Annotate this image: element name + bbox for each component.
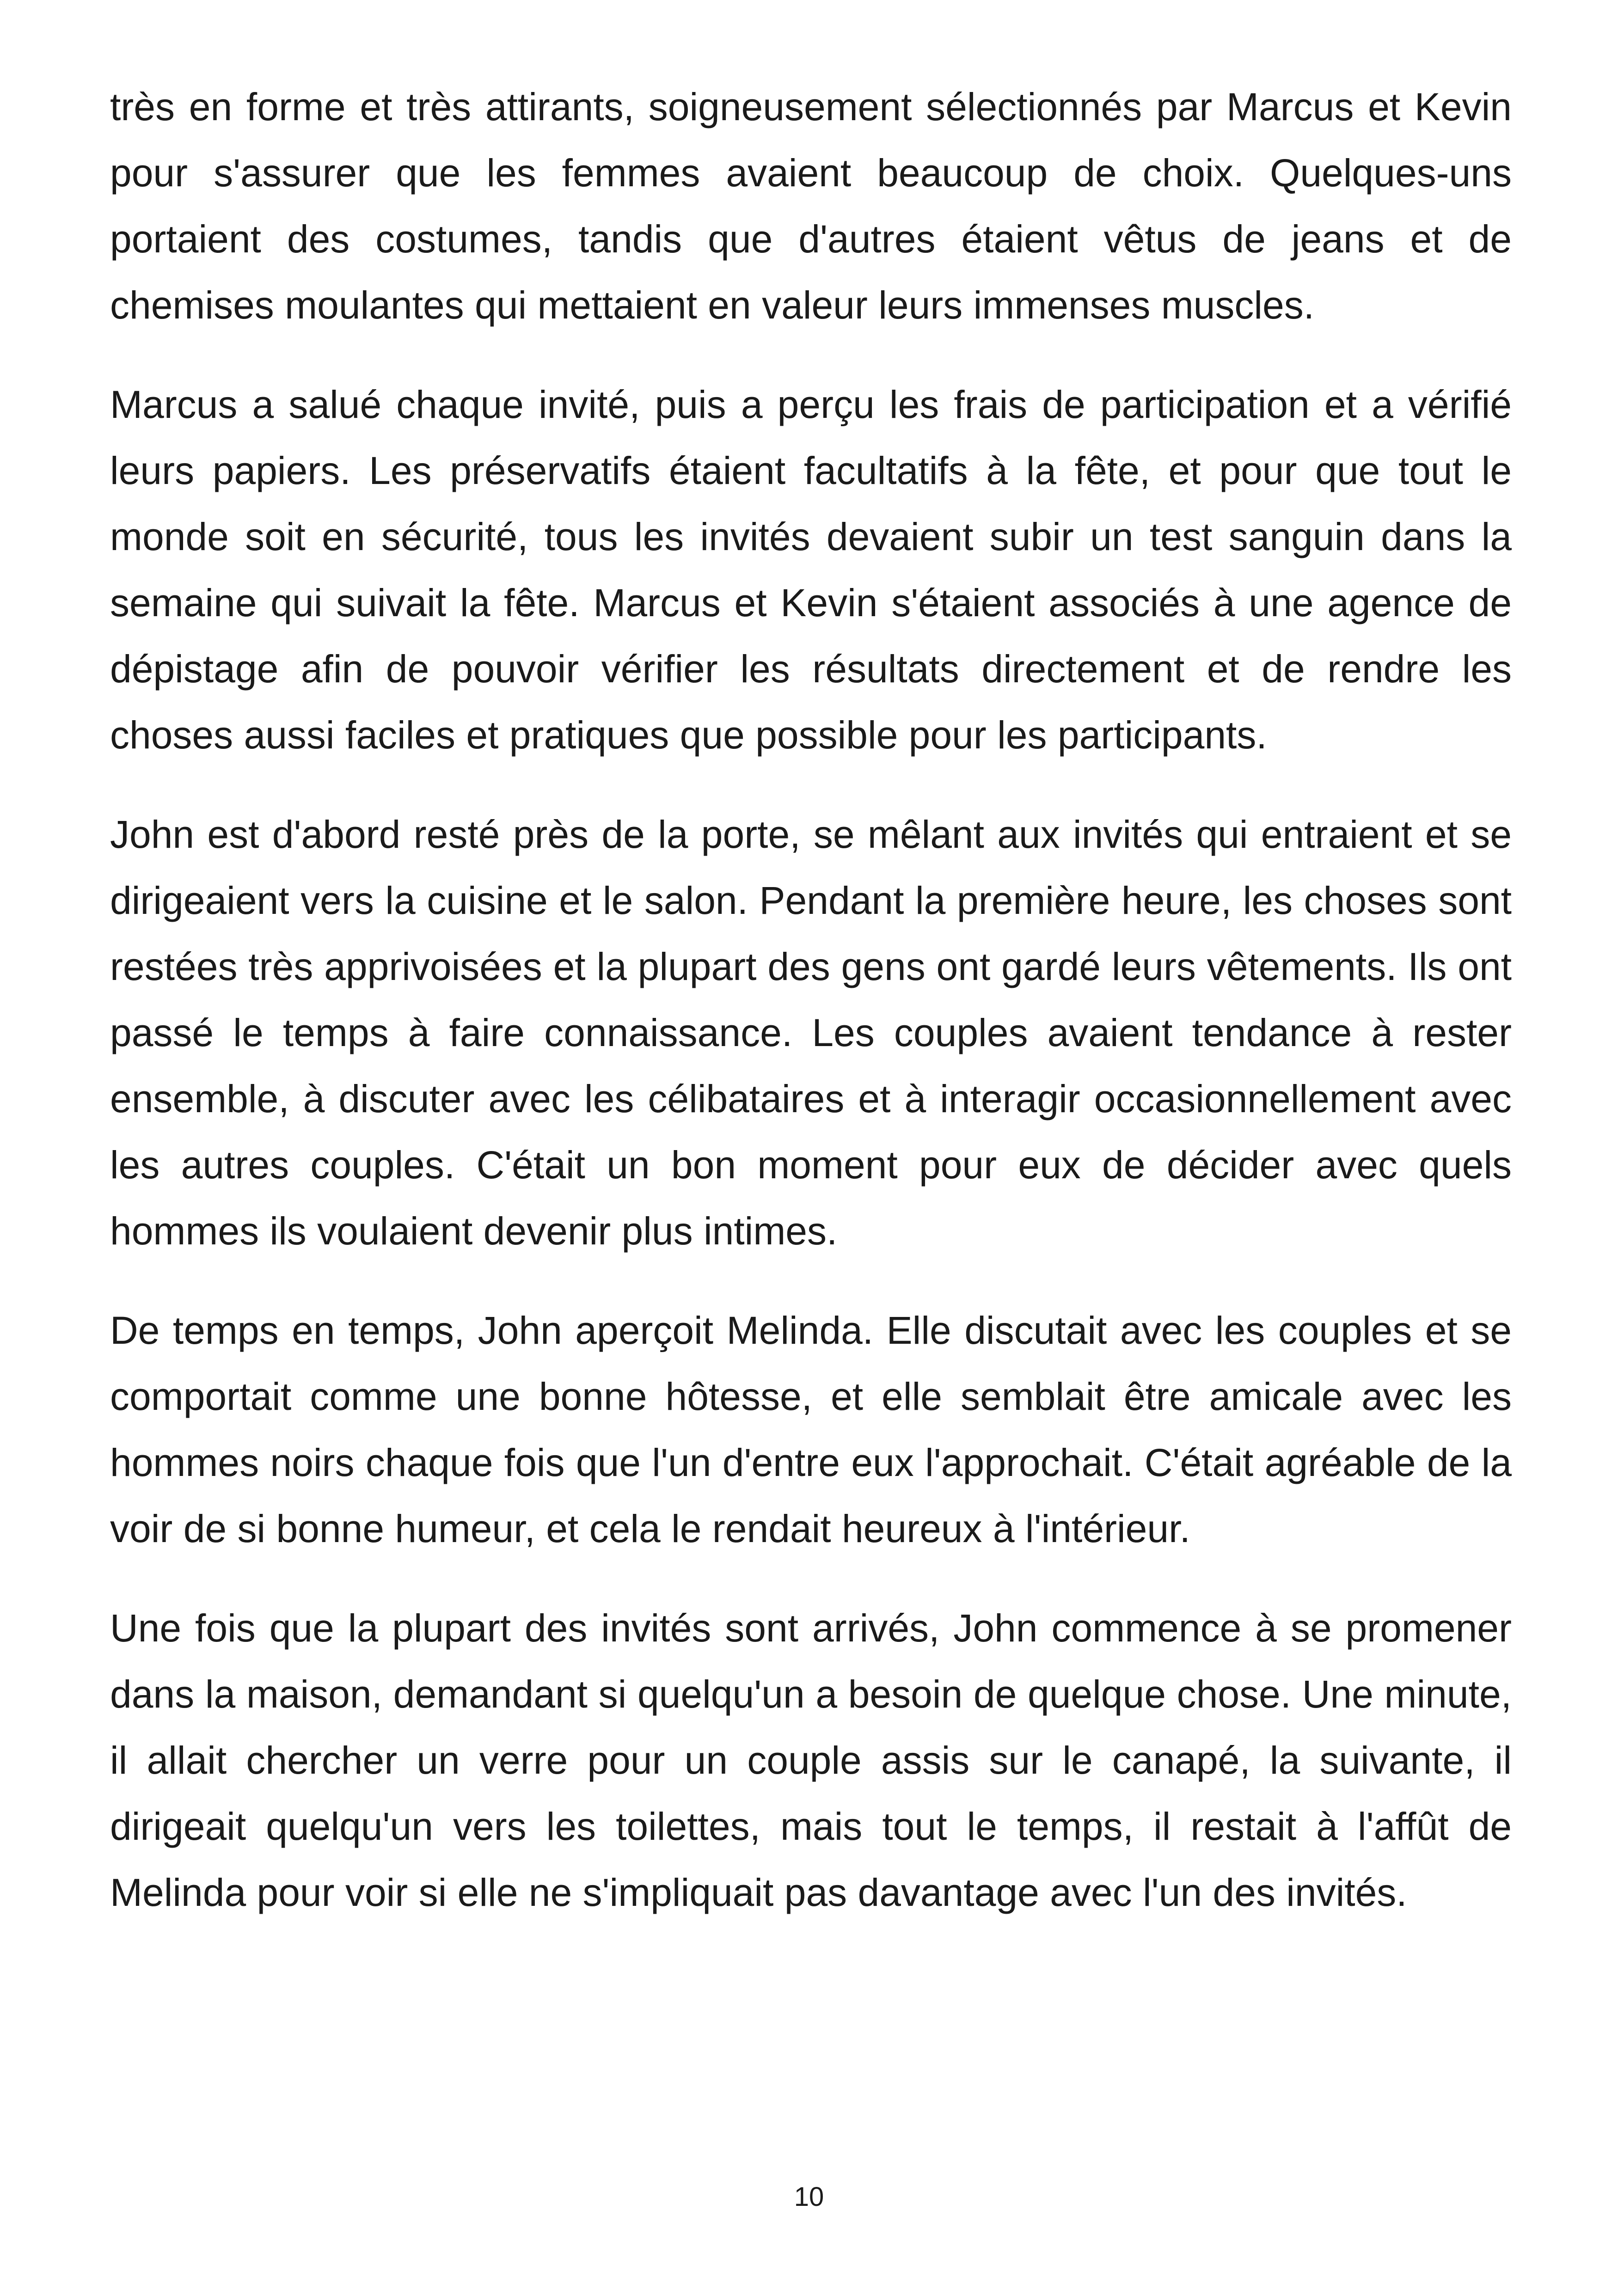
page-number: 10 (794, 2182, 824, 2212)
paragraph-2: Marcus a salué chaque invité, puis a perçu les frais de participation et a vérifié leurs papiers. Les préservatifs étaient facultatifs à la fête, et pour que tout le monde soit en sécurité, tous les invités devaient subir un test sanguin dans la semaine qui suivait la fête. Marcus et Kevin s'étaient associés à une agence de dépistage afin de pouvoir vérifier les résultats directement et de rendre les choses aussi faciles et pratiques que possible pour les participants. (110, 383, 1512, 757)
paragraph-1: très en forme et très attirants, soigneusement sélectionnés par Marcus et Kevin pour s'assurer que les femmes avaient beaucoup de choix. Quelques-uns portaient des costumes, tandis que d'autres étaient vêtus de jeans et de chemises moulantes qui mettaient en valeur leurs immenses muscles. (110, 85, 1512, 327)
paragraph-3: John est d'abord resté près de la porte, se mêlant aux invités qui entraient et se dirigeaient vers la cuisine et le salon. Pendant la première heure, les choses sont restées très apprivoisées et la plupart des gens ont gardé leurs vêtements. Ils ont passé le temps à faire connaissance. Les couples avaient tendance à rester ensemble, à discuter avec les célibataires et à interagir occasionnellement avec les autres couples. C'était un bon moment pour eux de décider avec quels hommes ils voulaient devenir plus intimes. (110, 813, 1512, 1253)
paragraph-4: De temps en temps, John aperçoit Melinda. Elle discutait avec les couples et se comportait comme une bonne hôtesse, et elle semblait être amicale avec les hommes noirs chaque fois que l'un d'entre eux l'approchait. C'était agréable de la voir de si bonne humeur, et cela le rendait heureux à l'intérieur. (110, 1309, 1512, 1550)
paragraph-5: Une fois que la plupart des invités sont arrivés, John commence à se promener dans la maison, demandant si quelqu'un a besoin de quelque chose. Une minute, il allait chercher un verre pour un couple assis sur le canapé, la suivante, il dirigeait quelqu'un vers les toilettes, mais tout le temps, il restait à l'affût de Melinda pour voir si elle ne s'impliquait pas davantage avec l'un des invités. (110, 1606, 1512, 1914)
body-text (110, 74, 1512, 1959)
